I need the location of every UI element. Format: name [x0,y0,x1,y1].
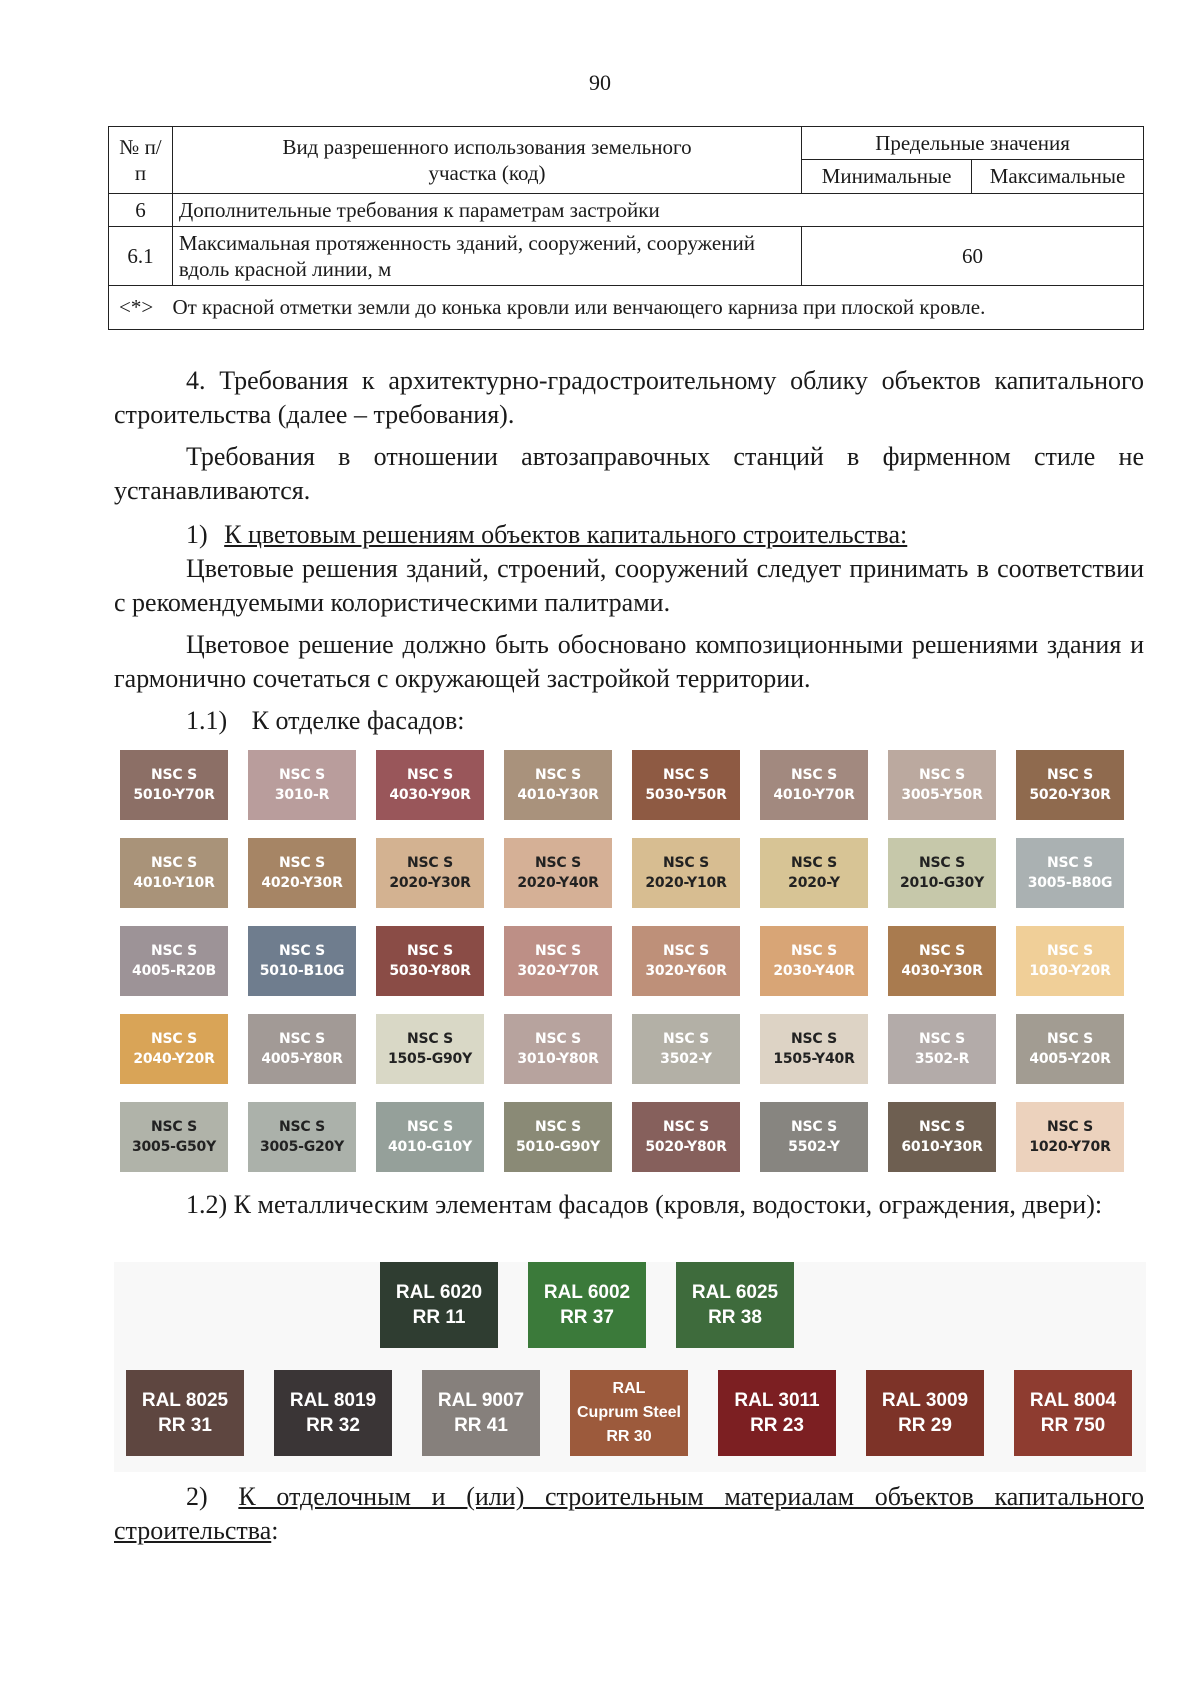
swatch-label-line2: 3005-G20Y [259,1139,345,1155]
nsc-swatch [632,926,740,996]
paragraph-facade-heading [114,704,1144,738]
nsc-swatch [376,1014,484,1084]
swatch-label-line2: 3020-Y60R [645,963,727,979]
swatch-label-line2: 2020-Y [788,875,840,891]
ral-label-line1: RAL 6025 [691,1282,779,1303]
ral-label-line2: RR 23 [750,1415,804,1436]
nsc-swatch [248,838,356,908]
ral-label-line2: RR 37 [560,1307,614,1328]
swatch-label-line2: 5030-Y50R [645,787,727,803]
nsc-swatch [504,1102,612,1172]
nsc-swatch [760,1014,868,1084]
swatch-label-line1: NSC S [790,767,838,783]
nsc-swatch [760,926,868,996]
swatch-label-line2: 3502-R [914,1051,970,1067]
nsc-swatch [248,1102,356,1172]
item-number: 1.1) [186,706,228,735]
ral-swatch [718,1370,836,1456]
nsc-swatch [760,838,868,908]
swatch-label-line2: 5010-B10G [259,963,345,979]
swatch-label-line1: NSC S [918,943,966,959]
facade-heading-text: К отделке фасадов: [251,706,465,735]
nsc-swatch [760,750,868,820]
ral-label-line2: RR 38 [708,1307,762,1328]
swatch-label-line2: 1030-Y20R [1029,963,1111,979]
ral-label-line1: RAL 3011 [734,1390,820,1411]
paragraph-color-solutions: Цветовые решения зданий, строений, сооружений следует принимать в соответствии с рекомендуемыми колористическими палитрами. [114,554,1144,617]
swatch-label-line2: 5020-Y80R [645,1139,727,1155]
swatch-label-line1: NSC S [406,1031,454,1047]
nsc-swatch [120,926,228,996]
swatch-label-line1: NSC S [278,767,326,783]
swatch-label-line1: NSC S [278,943,326,959]
swatch-label-line2: 3502-Y [660,1051,712,1067]
row-num: 6 [109,193,173,226]
row-text: Дополнительные требования к параметрам застройки [172,193,1143,226]
swatch-label-line1: NSC S [1046,855,1094,871]
swatch-label-line2: 6010-Y30R [901,1139,983,1155]
nsc-swatch [888,750,996,820]
swatch-label-line1: NSC S [278,1031,326,1047]
header-max: Максимальные [972,160,1144,193]
swatch-label-line2: 2030-Y40R [773,963,855,979]
swatch-label-line2: 5030-Y80R [389,963,471,979]
ral-label-line2: RR 31 [158,1415,212,1436]
footnote-mark: <*> [119,295,154,320]
swatch-label-line1: NSC S [1046,1031,1094,1047]
nsc-swatch [504,1014,612,1084]
swatch-label-line1: NSC S [534,855,582,871]
swatch-label-line1: NSC S [662,943,710,959]
swatch-label-line1: NSC S [406,767,454,783]
swatch-label-line2: 1505-Y40R [773,1051,855,1067]
swatch-label-line1: NSC S [278,855,326,871]
swatch-label-line2: 4005-Y80R [261,1051,343,1067]
swatch-label-line1: NSC S [918,855,966,871]
nsc-swatch [376,750,484,820]
swatch-label-line1: NSC S [918,767,966,783]
ral-swatch [528,1262,646,1348]
ral-label-line2: RR 32 [306,1415,360,1436]
swatch-label-line2: 3005-G50Y [131,1139,217,1155]
swatch-label-line1: NSC S [406,1119,454,1135]
table-row [109,193,1144,226]
nsc-swatch [504,750,612,820]
swatch-label-line2: 2010-G30Y [899,875,985,891]
swatch-label-line2: 2040-Y20R [133,1051,215,1067]
table-row [109,226,1144,286]
header-min: Минимальные [802,160,972,193]
paragraph-requirements-intro: 4. Требования к архитектурно-градостроительному облику объектов капитального строительства (далее – требования). [114,366,1144,429]
nsc-swatch [632,750,740,820]
table-header-row [109,127,1144,160]
ral-label-line2: RR 11 [412,1307,466,1328]
nsc-swatch [120,1102,228,1172]
swatch-label-line2: 4005-Y20R [1029,1051,1111,1067]
nsc-swatch [632,838,740,908]
ral-label-line1: RAL 6002 [543,1282,631,1303]
row-text: Максимальная протяженность зданий, сооружений, сооружений вдоль красной линии, м [172,226,801,286]
swatch-label-line1: NSC S [918,1119,966,1135]
nsc-color-palette [120,750,1140,1174]
ral-swatch [1014,1370,1132,1456]
swatch-label-line1: NSC S [1046,1119,1094,1135]
ral-label-line2: RR 41 [454,1415,508,1436]
swatch-label-line1: NSC S [1046,767,1094,783]
ral-swatch [570,1370,688,1456]
ral-swatch [422,1370,540,1456]
swatch-label-line1: NSC S [662,767,710,783]
swatch-label-line2: 3010-Y80R [517,1051,599,1067]
swatch-label-line1: NSC S [150,1119,198,1135]
swatch-label-line1: NSC S [278,1119,326,1135]
swatch-label-line1: NSC S [790,1031,838,1047]
swatch-label-line1: NSC S [406,943,454,959]
swatch-label-line1: NSC S [150,767,198,783]
nsc-swatch [120,750,228,820]
swatch-label-line2: 4010-G10Y [387,1139,473,1155]
page-number: 90 [589,70,611,95]
nsc-swatch [1016,1014,1124,1084]
swatch-label-line1: NSC S [790,1119,838,1135]
swatch-label-line2: 4020-Y30R [261,875,343,891]
swatch-label-line1: NSC S [406,855,454,871]
nsc-swatch [1016,838,1124,908]
swatch-label-line1: NSC S [662,855,710,871]
swatch-label-line1: NSC S [150,855,198,871]
row-num: 6.1 [109,226,173,286]
nsc-swatch [888,838,996,908]
ral-label-line1: RAL 9007 [437,1390,525,1411]
nsc-swatch [888,926,996,996]
nsc-swatch [888,1014,996,1084]
nsc-swatch [1016,926,1124,996]
item-number: 2) [186,1482,208,1511]
nsc-swatch [632,1014,740,1084]
ral-color-palette [114,1262,1146,1472]
swatch-label-line1: NSC S [150,943,198,959]
footnote-cell [109,286,1144,329]
table-footnote-row [109,286,1144,329]
swatch-label-line2: 4010-Y70R [773,787,855,803]
paragraph-color-heading [114,518,1144,552]
ral-label-line2: RR 29 [898,1415,952,1436]
swatch-label-line1: NSC S [534,1119,582,1135]
ral-swatch [126,1370,244,1456]
color-heading-text: К цветовым решениям объектов капитального строительства: [224,520,908,549]
swatch-label-line1: NSC S [662,1119,710,1135]
swatch-label-line2: 5010-Y70R [133,787,215,803]
paragraph-gas-stations: Требования в отношении автозаправочных станций в фирменном стиле не устанавливаются. [114,442,1144,505]
swatch-label-line2: 1020-Y70R [1029,1139,1111,1155]
swatch-label-line2: 5010-G90Y [515,1139,601,1155]
swatch-label-line2: 4010-Y10R [133,875,215,891]
nsc-swatch [504,838,612,908]
ral-label-line1: RAL 3009 [881,1390,969,1411]
ral-label-line1: RAL 8019 [289,1390,377,1411]
swatch-label-line2: 5502-Y [788,1139,840,1155]
swatch-label-line2: 2020-Y10R [645,875,727,891]
ral-swatch [274,1370,392,1456]
ral-swatch [866,1370,984,1456]
nsc-swatch [376,1102,484,1172]
nsc-swatch [376,838,484,908]
swatch-label-line2: 1505-G90Y [387,1051,473,1067]
item-number: 1) [186,520,208,549]
header-limits: Предельные значения [802,127,1144,160]
ral-label-line1: RAL [612,1380,646,1397]
ral-swatch [380,1262,498,1348]
swatch-label-line2: 2020-Y30R [389,875,471,891]
nsc-swatch [888,1102,996,1172]
ral-label-line2: RR 750 [1040,1415,1106,1436]
row-value: 60 [802,226,1144,286]
materials-heading-colon: : [271,1516,279,1545]
paragraph-metal-elements: 1.2) К металлическим элементам фасадов (кровля, водостоки, ограждения, двери): [186,1190,1103,1219]
ral-label-line2: Cuprum Steel [576,1404,681,1421]
swatch-label-line1: NSC S [790,855,838,871]
nsc-swatch [760,1102,868,1172]
ral-label-line1: RAL 8025 [141,1390,229,1411]
swatch-label-line1: NSC S [150,1031,198,1047]
swatch-label-line2: 4030-Y30R [901,963,983,979]
nsc-swatch [248,1014,356,1084]
swatch-label-line2: 3005-B80G [1027,875,1113,891]
nsc-swatch [1016,750,1124,820]
swatch-label-line1: NSC S [1046,943,1094,959]
header-type: Вид разрешенного использования земельного участка (код) [172,127,801,194]
nsc-swatch [376,926,484,996]
swatch-label-line2: 3010-R [274,787,330,803]
swatch-label-line2: 3020-Y70R [517,963,599,979]
ral-label-line1: RAL 8004 [1029,1390,1117,1411]
swatch-label-line2: 4005-R20B [132,963,216,979]
swatch-label-line2: 5020-Y30R [1029,787,1111,803]
ral-label-line1: RAL 6020 [395,1282,483,1303]
swatch-label-line1: NSC S [534,943,582,959]
swatch-label-line2: 3005-Y50R [901,787,983,803]
header-num: № п/п [109,127,173,194]
swatch-label-line1: NSC S [918,1031,966,1047]
nsc-swatch [504,926,612,996]
nsc-swatch [1016,1102,1124,1172]
nsc-swatch [120,1014,228,1084]
requirements-table [108,126,1144,330]
nsc-swatch [120,838,228,908]
swatch-label-line1: NSC S [534,1031,582,1047]
nsc-swatch [248,926,356,996]
swatch-label-line1: NSC S [790,943,838,959]
swatch-label-line2: 4030-Y90R [389,787,471,803]
ral-swatch [676,1262,794,1348]
swatch-label-line2: 2020-Y40R [517,875,599,891]
materials-heading-text: К отделочным и (или) строительным материалам объектов капитального строительства [114,1482,1145,1545]
swatch-label-line1: NSC S [534,767,582,783]
nsc-swatch [632,1102,740,1172]
paragraph-color-justification: Цветовое решение должно быть обосновано композиционными решениями здания и гармонично сочетаться с окружающей застройкой территории. [114,630,1144,693]
nsc-swatch [248,750,356,820]
paragraph-materials-heading [114,1480,1144,1548]
swatch-label-line1: NSC S [662,1031,710,1047]
footnote-text: От красной отметки земли до конька кровли или венчающего карниза при плоской кровле. [172,295,986,320]
ral-label-line3: RR 30 [606,1428,652,1445]
swatch-label-line2: 4010-Y30R [517,787,599,803]
